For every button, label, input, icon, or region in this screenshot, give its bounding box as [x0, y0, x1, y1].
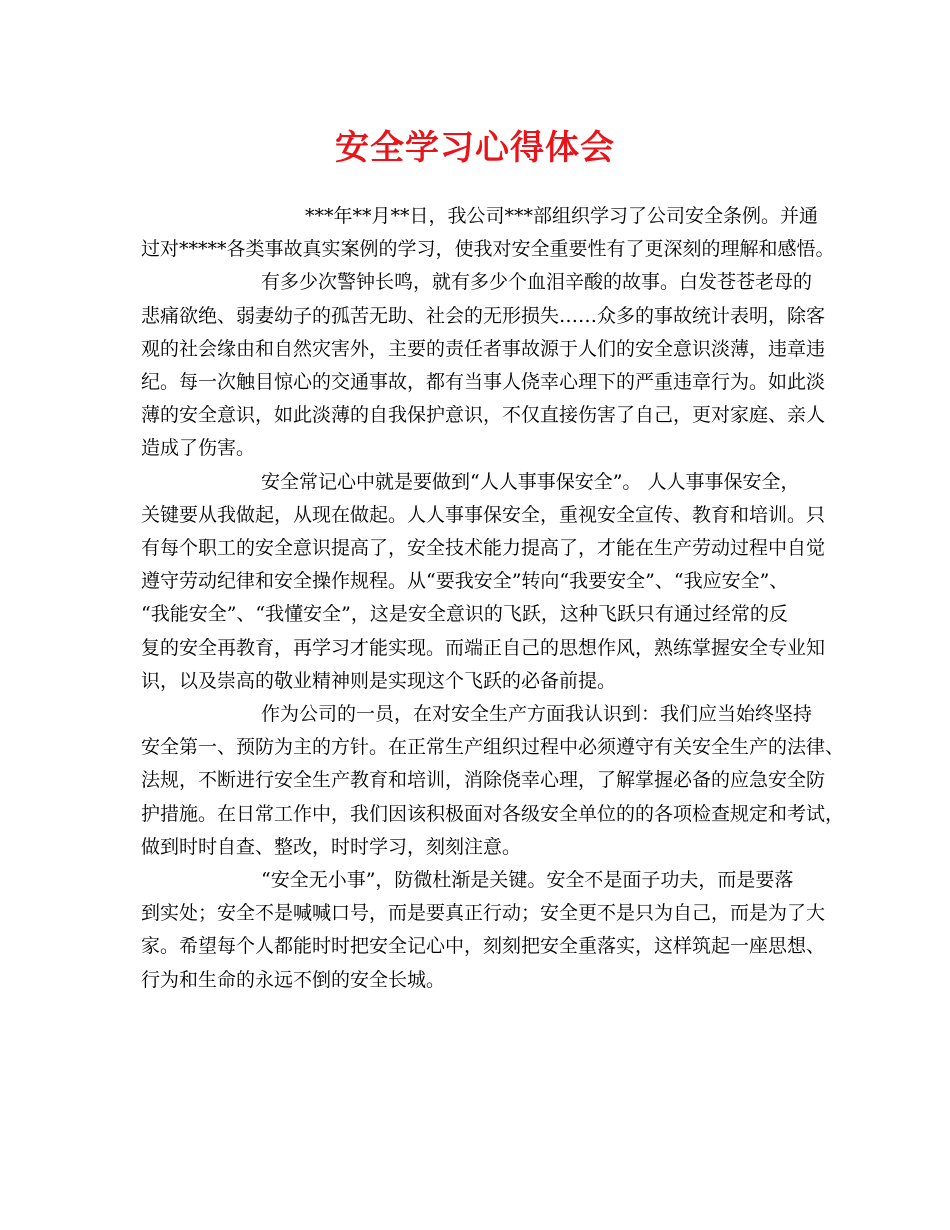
- paragraph-line: 观的社会缘由和自然灾害外，主要的责任者事故源于人们的安全意识淡薄，违章违: [141, 337, 826, 360]
- paragraph-line: 护措施。在日常工作中，我们因该积极面对各级安全单位的的各项检查规定和考试，: [141, 802, 845, 825]
- paragraph-3: [141, 466, 826, 698]
- paragraph-line: “安全无小事”，防微杜渐是关键。安全不是面子功夫，而是要落: [261, 869, 794, 892]
- paragraph-line: 悲痛欲绝、弱妻幼子的孤苦无助、社会的无形损失……众多的事故统计表明，除客: [141, 304, 826, 327]
- paragraph-line: “我能安全”、“我懂安全”，这是安全意识的飞跃，这种飞跃只有通过经常的反: [141, 603, 788, 626]
- paragraph-line: 安全常记心中就是要做到“人人事事保安全”。 人人事事保安全，: [261, 470, 800, 493]
- paragraph-line: 纪。每一次触目惊心的交通事故，都有当事人侥幸心理下的严重违章行为。如此淡: [141, 371, 826, 394]
- paragraph-line: 做到时时自查、整改，时时学习，刻刻注意。: [141, 835, 522, 858]
- paragraph-line: 遵守劳动纪律和安全操作规程。从“要我安全”转向“我要安全”、“我应安全”、: [141, 570, 789, 593]
- paragraph-line: 过对*****各类事故真实案例的学习，使我对安全重要性有了更深刻的理解和感悟。: [141, 238, 835, 261]
- paragraph-line: 识，以及崇高的敬业精神则是实现这个飞跃的必备前提。: [141, 669, 617, 692]
- paragraph-line: 有多少次警钟长鸣，就有多少个血泪辛酸的故事。白发苍苍老母的: [261, 271, 813, 294]
- document-title: 安全学习心得体会: [335, 128, 615, 168]
- paragraph-1: [141, 200, 835, 266]
- paragraph-line: 薄的安全意识，如此淡薄的自我保护意识，不仅直接伤害了自己，更对家庭、亲人: [141, 404, 826, 427]
- paragraph-line: 安全第一、预防为主的方针。在正常生产组织过程中必须遵守有关安全生产的法律、: [141, 736, 845, 759]
- paragraph-2: [141, 266, 826, 465]
- paragraph-line: 行为和生命的永远不倒的安全长城。: [141, 968, 446, 991]
- paragraph-line: 法规，不断进行安全生产教育和培训，消除侥幸心理，了解掌握必备的应急安全防: [141, 769, 826, 792]
- paragraph-4: [141, 698, 845, 864]
- paragraph-line: 关键要从我做起，从现在做起。人人事事保安全，重视安全宣传、教育和培训。只: [141, 503, 826, 526]
- paragraph-line: 到实处；安全不是喊喊口号，而是要真正行动；安全更不是只为自己，而是为了大: [141, 902, 826, 925]
- paragraph-line: 造成了伤害。: [141, 437, 256, 460]
- paragraph-5: [141, 864, 826, 997]
- paragraph-line: 作为公司的一员，在对安全生产方面我认识到：我们应当始终坚持: [261, 703, 813, 726]
- paragraph-line: ***年**月**日，我公司***部组织学习了公司安全条例。并通: [305, 205, 819, 227]
- paragraph-line: 复的安全再教育，再学习才能实现。而端正自己的思想作风，熟练掌握安全专业知: [141, 636, 826, 659]
- document-body: [141, 200, 845, 997]
- paragraph-line: 有每个职工的安全意识提高了，安全技术能力提高了，才能在生产劳动过程中自觉: [141, 537, 826, 560]
- paragraph-line: 家。希望每个人都能时时把安全记心中，刻刻把安全重落实，这样筑起一座思想、: [141, 935, 826, 958]
